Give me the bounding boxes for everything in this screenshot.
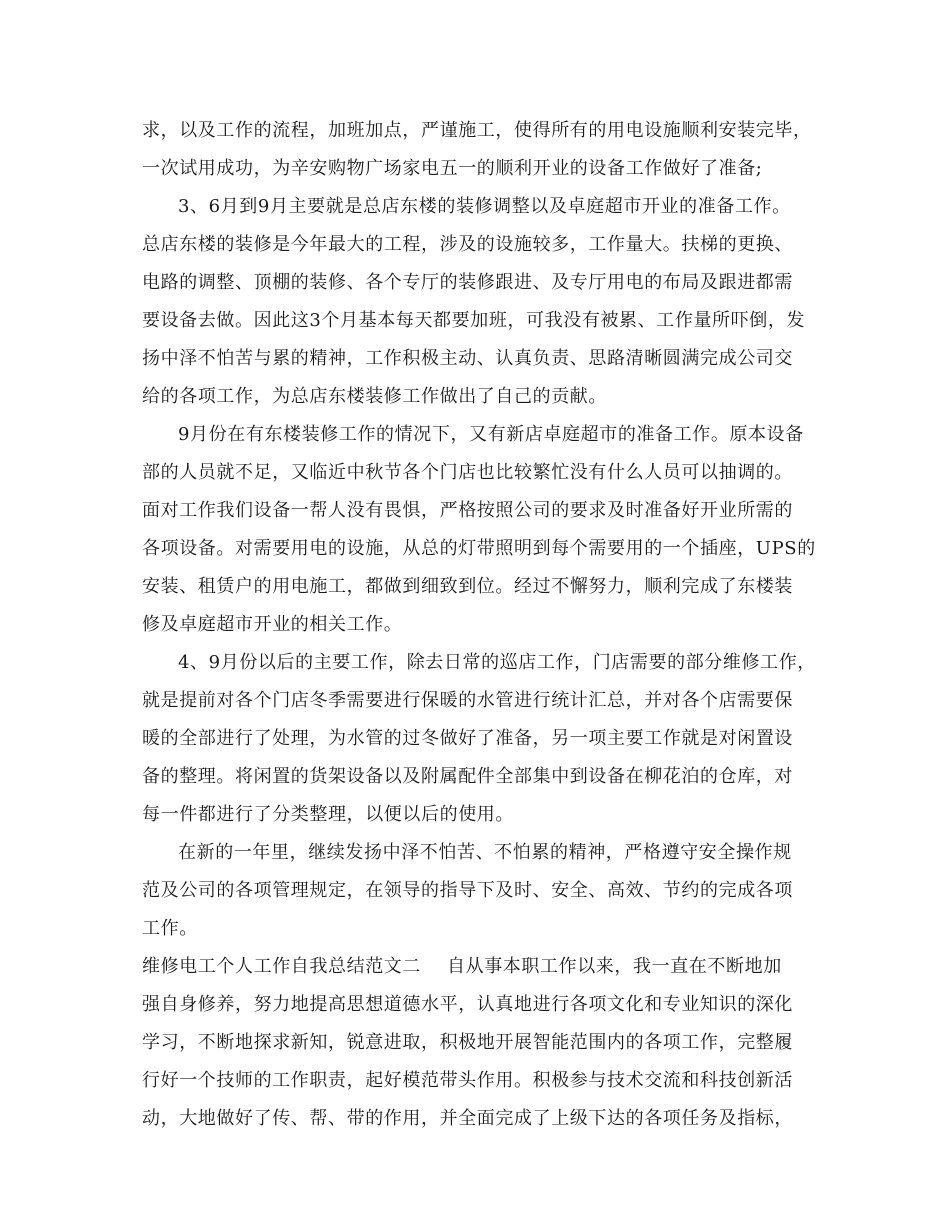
text-line: 强自身修养，努力地提高思想道德水平，认真地进行各项文化和专业知识的深化 [142, 994, 793, 1015]
text-line: 就是提前对各个门店冬季需要进行保暖的水管进行统计汇总，并对各个店需要保 [142, 690, 793, 711]
text-line: 备的整理。将闲置的货架设备以及附属配件全部集中到设备在柳花泊的仓库，对 [142, 766, 793, 787]
text-line: 总店东楼的装修是今年最大的工程，涉及的设施较多，工作量大。扶梯的更换、 [142, 234, 793, 255]
text-line: 给的各项工作，为总店东楼装修工作做出了自己的贡献。 [142, 386, 607, 407]
text-line: 工作。 [142, 918, 198, 939]
text-line: 动，大地做好了传、帮、带的作用，并全面完成了上级下达的各项任务及指标， [142, 1108, 793, 1129]
text-line: 暖的全部进行了处理，为水管的过冬做好了准备，另一项主要工作就是对闲置设 [142, 728, 793, 749]
paragraph-start-line: 9月份在有东楼装修工作的情况下，又有新店卓庭超市的准备工作。原本设备 [178, 424, 804, 445]
text-line: 范及公司的各项管理规定，在领导的指导下及时、安全、高效、节约的完成各项 [142, 880, 793, 901]
section-first-text: 自从事本职工作以来，我一直在不断地加 [447, 956, 782, 977]
text-line: 面对工作我们设备一帮人没有畏惧，严格按照公司的要求及时准备好开业所需的 [142, 500, 793, 521]
text-line: 扬中泽不怕苦与累的精神，工作积极主动、认真负责、思路清晰圆满完成公司交 [142, 348, 793, 369]
text-line: 行好一个技师的工作职责，起好模范带头作用。积极参与技术交流和科技创新活 [142, 1070, 793, 1091]
paragraph-start-line: 3、6月到9月主要就是总店东楼的装修调整以及卓庭超市开业的准备工作。 [178, 196, 791, 217]
text-line: 学习，不断地探求新知，锐意进取，积极地开展智能范围内的各项工作，完整履 [142, 1032, 793, 1053]
text-line: 安装、租赁户的用电施工，都做到细致到位。经过不懈努力，顺利完成了东楼装 [142, 576, 793, 597]
paragraph-start-line: 在新的一年里，继续发扬中泽不怕苦、不怕累的精神，严格遵守安全操作规 [178, 842, 792, 863]
text-line: 各项设备。对需要用电的设施，从总的灯带照明到每个需要用的一个插座，UPS的 [142, 538, 816, 559]
section-heading-line [142, 953, 822, 981]
text-line: 修及卓庭超市开业的相关工作。 [142, 614, 403, 635]
text-line: 每一件都进行了分类整理，以便以后的使用。 [142, 804, 514, 825]
text-line: 求，以及工作的流程，加班加点，严谨施工，使得所有的用电设施顺利安装完毕， [142, 120, 812, 141]
section-title: 维修电工个人工作自我总结范文二 [142, 956, 421, 977]
paragraph-start-line: 4、9月份以后的主要工作，除去日常的巡店工作，门店需要的部分维修工作， [178, 652, 816, 673]
text-line: 电路的调整、顶棚的装修、各个专厅的装修跟进、及专厅用电的布局及跟进都需 [142, 272, 793, 293]
text-line: 一次试用成功，为辛安购物广场家电五一的顺利开业的设备工作做好了准备; [142, 158, 763, 179]
text-line: 要设备去做。因此这3个月基本每天都要加班，可我没有被累、工作量所吓倒，发 [142, 310, 806, 331]
text-line: 部的人员就不足，又临近中秋节各个门店也比较繁忙没有什么人员可以抽调的。 [142, 462, 793, 483]
